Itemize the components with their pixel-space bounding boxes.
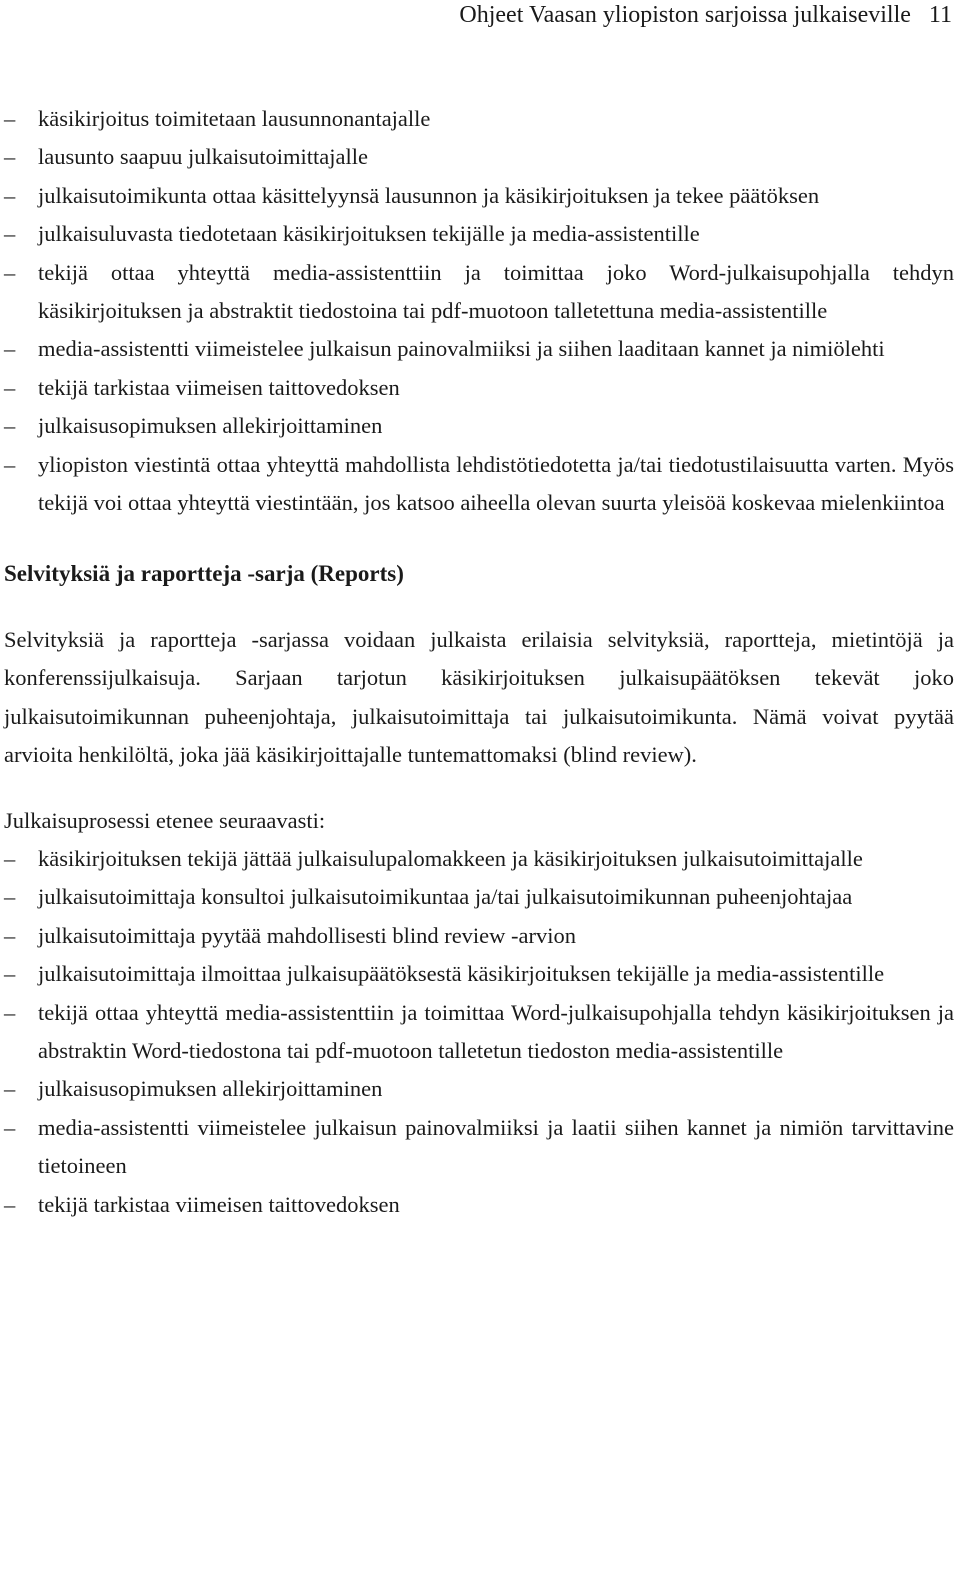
publication-steps-list xyxy=(4,100,954,522)
process-steps-list xyxy=(4,840,954,1224)
list-item: – lausunto saapuu julkaisutoimittajalle xyxy=(4,138,954,176)
list-item: – tekijä tarkistaa viimeisen taittovedoksen xyxy=(4,1186,954,1224)
list-item: – julkaisutoimittaja pyytää mahdollisesti blind review -arvion xyxy=(4,917,954,955)
series-title: Ohjeet Vaasan yliopiston sarjoissa julkaiseville xyxy=(459,2,911,28)
list-item: – tekijä ottaa yhteyttä media-assistenttiin ja toimittaa Word-julkaisupohjalla tehdyn käsikirjoituksen ja abstraktin Word-tiedostona tai pdf-muotoon talletetun tiedoston media-assistentille xyxy=(4,994,954,1071)
page-content xyxy=(4,100,954,1224)
running-header xyxy=(459,0,952,30)
section-paragraph: Selvityksiä ja raportteja -sarjassa voidaan julkaista erilaisia selvityksiä, raportteja, mietintöjä ja konferenssijulkaisuja. Sarjaan tarjotun käsikirjoituksen julkaisupäätöksen tekevät joko julkaisutoimikunnan puheenjohtaja, julkaisutoimittaja tai julkaisutoimikunta. Nämä voivat pyytää arvioita henkilöltä, joka jää käsikirjoittajalle tuntemattomaksi (blind review). xyxy=(4,626,954,768)
list-item: – käsikirjoitus toimitetaan lausunnonantajalle xyxy=(4,100,954,138)
list-item: – tekijä ottaa yhteyttä media-assistenttiin ja toimittaa joko Word-julkaisupohjalla tehdyn käsikirjoituksen ja abstraktit tiedostoina tai pdf-muotoon talletettuna media-assistentille xyxy=(4,254,954,331)
list-item: – käsikirjoituksen tekijä jättää julkaisulupalomakkeen ja käsikirjoituksen julkaisutoimittajalle xyxy=(4,840,954,878)
list-item: – julkaisuluvasta tiedotetaan käsikirjoituksen tekijälle ja media-assistentille xyxy=(4,215,954,253)
list-item: – julkaisutoimikunta ottaa käsittelyynsä lausunnon ja käsikirjoituksen ja tekee päätöksen xyxy=(4,177,954,215)
section-heading: Selvityksiä ja raportteja -sarja (Reports) xyxy=(4,561,404,587)
list-item: – yliopiston viestintä ottaa yhteyttä mahdollista lehdistötiedotetta ja/tai tiedotustilaisuutta varten. Myös tekijä voi ottaa yhteyttä viestintään, jos katsoo aiheella olevan suurta yleisöä koskevaa mielenkiintoa xyxy=(4,446,954,523)
list-item: – media-assistentti viimeistelee julkaisun painovalmiiksi ja laatii siihen kannet ja nimiön tarvittavine tietoineen xyxy=(4,1109,954,1186)
process-intro: Julkaisuprosessi etenee seuraavasti: xyxy=(4,807,326,833)
list-item: – julkaisusopimuksen allekirjoittaminen xyxy=(4,407,954,445)
list-item: – julkaisutoimittaja ilmoittaa julkaisupäätöksestä käsikirjoituksen tekijälle ja media-assistentille xyxy=(4,955,954,993)
page-number: 11 xyxy=(928,2,952,28)
list-item: – media-assistentti viimeistelee julkaisun painovalmiiksi ja siihen laaditaan kannet ja nimiölehti xyxy=(4,330,954,368)
list-item: – julkaisutoimittaja konsultoi julkaisutoimikuntaa ja/tai julkaisutoimikunnan puheenjohtajaa xyxy=(4,878,954,916)
list-item: – julkaisusopimuksen allekirjoittaminen xyxy=(4,1070,954,1108)
list-item: – tekijä tarkistaa viimeisen taittovedoksen xyxy=(4,369,954,407)
